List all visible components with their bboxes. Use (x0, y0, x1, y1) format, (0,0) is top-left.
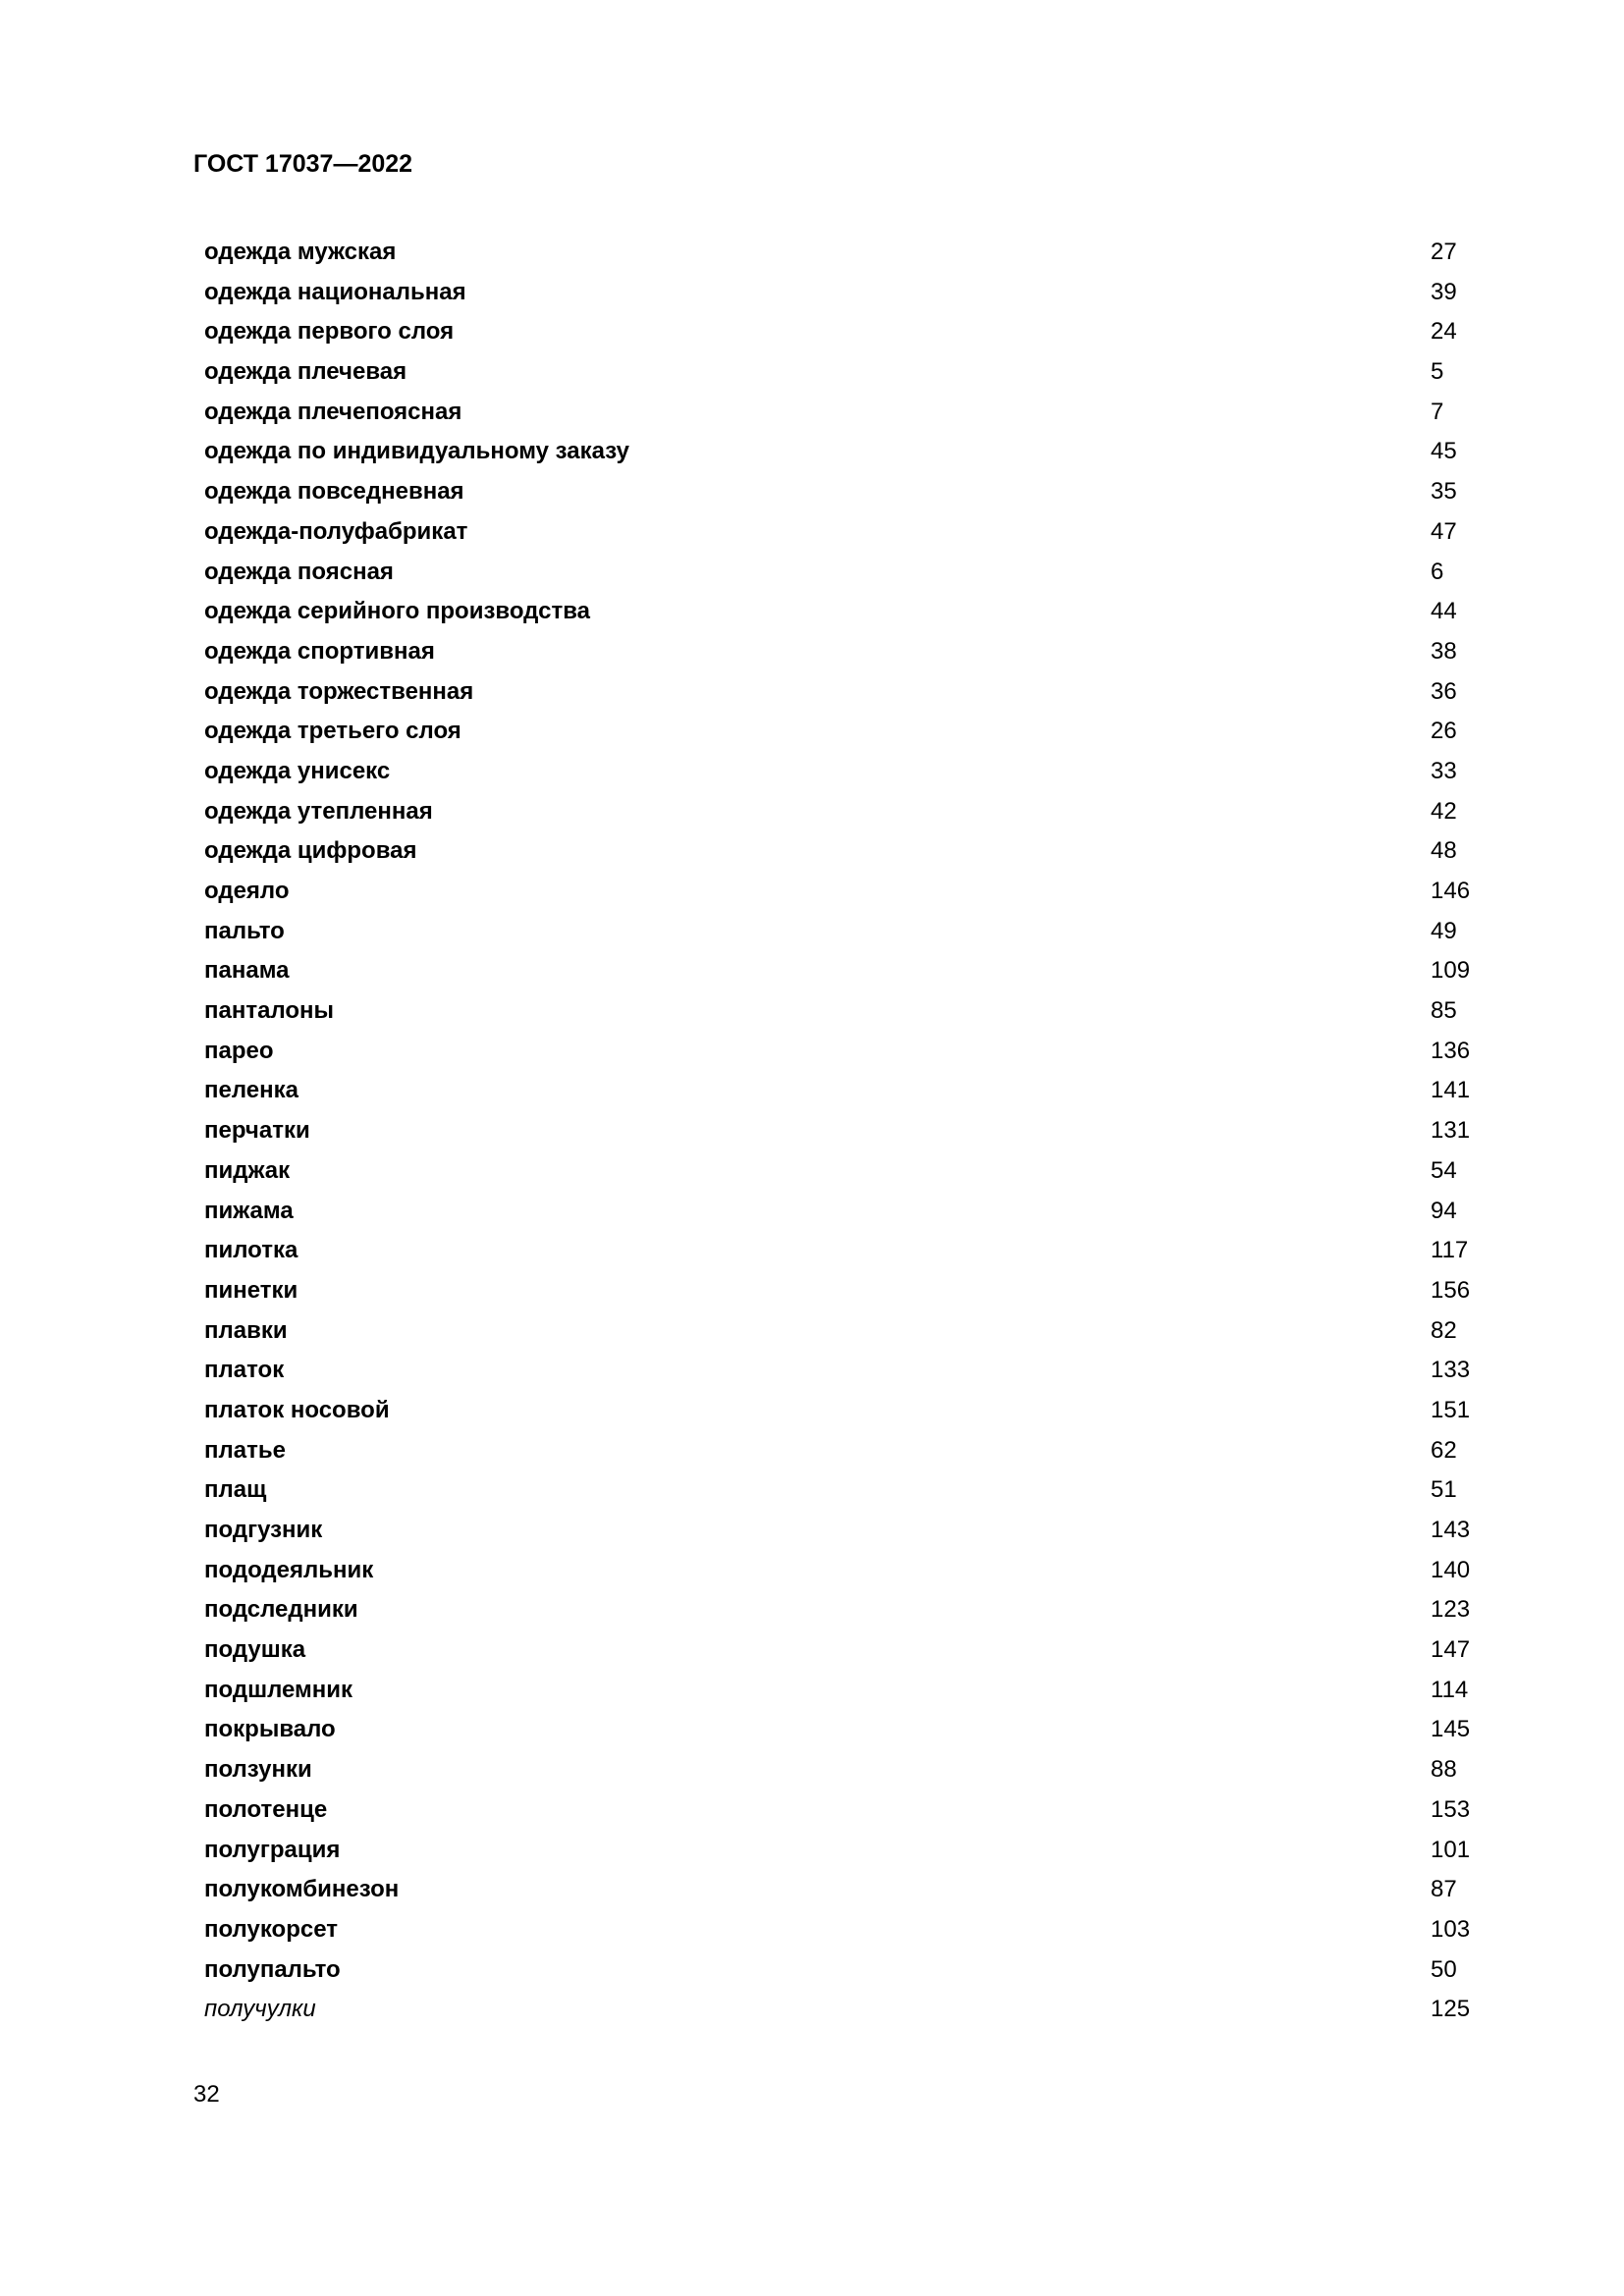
index-term: подушка (204, 1636, 306, 1664)
index-reference-number: 50 (1431, 1955, 1457, 1983)
index-term: ползунки (204, 1756, 312, 1784)
index-term: одежда по индивидуальному заказу (204, 438, 629, 465)
index-term: одеяло (204, 878, 290, 904)
index-reference-number: 85 (1431, 997, 1457, 1025)
index-reference-number: 146 (1431, 878, 1471, 904)
index-entry (0, 594, 1624, 634)
index-reference-number: 35 (1431, 478, 1457, 506)
index-entry (0, 1592, 1624, 1632)
index-entry (0, 555, 1624, 595)
index-reference-number: 151 (1431, 1396, 1471, 1423)
index-term: платок (204, 1357, 285, 1384)
index-term: платок носовой (204, 1396, 390, 1423)
index-term: парео (204, 1037, 274, 1064)
index-entry (0, 1313, 1624, 1354)
index-term: панталоны (204, 997, 335, 1025)
index-reference-number: 123 (1431, 1596, 1471, 1624)
index-reference-number: 153 (1431, 1795, 1471, 1823)
index-term: получулки (204, 1996, 316, 2023)
index-entry (0, 1153, 1624, 1194)
index-reference-number: 6 (1431, 558, 1444, 585)
index-reference-number: 141 (1431, 1077, 1471, 1104)
index-entry (0, 754, 1624, 794)
index-entry (0, 794, 1624, 834)
index-term: плащ (204, 1476, 267, 1504)
index-term: одежда повседневная (204, 478, 464, 506)
index-entry (0, 1233, 1624, 1273)
index-term: подгузник (204, 1517, 323, 1543)
index-entry (0, 1632, 1624, 1673)
index-term: одежда спортивная (204, 637, 435, 665)
index-reference-number: 38 (1431, 637, 1457, 665)
index-entry (0, 1273, 1624, 1313)
index-reference-number: 27 (1431, 239, 1457, 265)
index-term: одежда плечевая (204, 358, 407, 386)
index-reference-number: 45 (1431, 438, 1457, 465)
index-entry (0, 1553, 1624, 1593)
index-entry (0, 1113, 1624, 1153)
index-term: полукорсет (204, 1915, 338, 1943)
index-entry (0, 1353, 1624, 1393)
index-entry (0, 833, 1624, 874)
index-term: одежда торжественная (204, 677, 474, 705)
index-reference-number: 125 (1431, 1996, 1471, 2023)
index-reference-number: 48 (1431, 837, 1457, 865)
index-entry (0, 634, 1624, 674)
index-entry (0, 914, 1624, 954)
index-reference-number: 143 (1431, 1517, 1471, 1543)
index-term: полукомбинезон (204, 1876, 400, 1903)
index-term: одежда плечепоясная (204, 398, 462, 425)
index-entry (0, 235, 1624, 275)
index-entry (0, 874, 1624, 914)
index-term: пиджак (204, 1156, 291, 1184)
index-reference-number: 54 (1431, 1156, 1457, 1184)
index-reference-number: 42 (1431, 797, 1457, 825)
index-reference-number: 62 (1431, 1436, 1457, 1464)
index-reference-number: 133 (1431, 1357, 1471, 1384)
index-entry (0, 474, 1624, 514)
index-reference-number: 131 (1431, 1117, 1471, 1145)
index-term: одежда-полуфабрикат (204, 517, 468, 545)
index-reference-number: 47 (1431, 517, 1457, 545)
index-entry (0, 314, 1624, 354)
index-reference-number: 51 (1431, 1476, 1457, 1504)
index-term: пальто (204, 917, 285, 944)
index-reference-number: 101 (1431, 1836, 1471, 1863)
index-reference-number: 114 (1431, 1676, 1469, 1703)
index-entry (0, 1073, 1624, 1113)
index-term: полуграция (204, 1836, 341, 1863)
index-term: одежда первого слоя (204, 318, 455, 346)
index-entry (0, 434, 1624, 474)
index-reference-number: 44 (1431, 598, 1457, 625)
index-reference-number: 82 (1431, 1316, 1457, 1344)
index-entry (0, 1833, 1624, 1873)
index-entry (0, 1393, 1624, 1433)
index-reference-number: 117 (1431, 1237, 1469, 1264)
index-term: покрывало (204, 1716, 336, 1743)
index-term: платье (204, 1436, 286, 1464)
index-term: подшлемник (204, 1676, 353, 1703)
index-term: пинетки (204, 1276, 298, 1304)
index-term: полупальто (204, 1955, 341, 1983)
index-reference-number: 39 (1431, 278, 1457, 305)
index-entry (0, 275, 1624, 315)
index-term: одежда цифровая (204, 837, 417, 865)
index-term: пилотка (204, 1237, 298, 1264)
index-term: одежда утепленная (204, 797, 433, 825)
index-reference-number: 145 (1431, 1716, 1471, 1743)
page-number: 32 (193, 2081, 220, 2108)
index-reference-number: 24 (1431, 318, 1457, 346)
index-reference-number: 26 (1431, 718, 1457, 745)
index-term: плавки (204, 1316, 288, 1344)
index-entry (0, 1194, 1624, 1234)
index-entry (0, 395, 1624, 435)
index-term: одежда серийного производства (204, 598, 590, 625)
index-term: пижама (204, 1197, 294, 1224)
index-term: подследники (204, 1596, 358, 1624)
index-entry (0, 714, 1624, 754)
index-term: пододеяльник (204, 1556, 374, 1583)
index-term: одежда мужская (204, 239, 397, 265)
index-entry (0, 1513, 1624, 1553)
index-entry (0, 993, 1624, 1034)
index-term: панама (204, 957, 290, 985)
index-entry (0, 1752, 1624, 1792)
index-reference-number: 36 (1431, 677, 1457, 705)
index-term: одежда третьего слоя (204, 718, 461, 745)
index-reference-number: 5 (1431, 358, 1444, 386)
index-term: пеленка (204, 1077, 298, 1104)
index-entry (0, 1034, 1624, 1074)
alphabetical-index (0, 235, 1624, 2032)
index-reference-number: 33 (1431, 757, 1457, 784)
index-term: одежда национальная (204, 278, 466, 305)
index-entry (0, 1712, 1624, 1752)
index-term: одежда поясная (204, 558, 394, 585)
index-entry (0, 1872, 1624, 1912)
index-entry (0, 1952, 1624, 1993)
index-entry (0, 1912, 1624, 1952)
index-entry (0, 1673, 1624, 1713)
index-reference-number: 136 (1431, 1037, 1471, 1064)
index-reference-number: 140 (1431, 1556, 1471, 1583)
index-reference-number: 94 (1431, 1197, 1457, 1224)
index-reference-number: 87 (1431, 1876, 1457, 1903)
index-reference-number: 109 (1431, 957, 1471, 985)
index-entry (0, 674, 1624, 715)
index-entry (0, 1472, 1624, 1513)
index-reference-number: 147 (1431, 1636, 1471, 1664)
index-entry (0, 354, 1624, 395)
index-entry (0, 514, 1624, 555)
index-reference-number: 88 (1431, 1756, 1457, 1784)
index-reference-number: 103 (1431, 1915, 1471, 1943)
document-header: ГОСТ 17037—2022 (193, 150, 413, 178)
index-entry (0, 1792, 1624, 1833)
index-term: перчатки (204, 1117, 310, 1145)
index-reference-number: 156 (1431, 1276, 1471, 1304)
index-entry (0, 1992, 1624, 2032)
index-entry (0, 953, 1624, 993)
index-term: полотенце (204, 1795, 328, 1823)
index-entry (0, 1433, 1624, 1473)
index-reference-number: 49 (1431, 917, 1457, 944)
index-reference-number: 7 (1431, 398, 1444, 425)
index-term: одежда унисекс (204, 757, 391, 784)
